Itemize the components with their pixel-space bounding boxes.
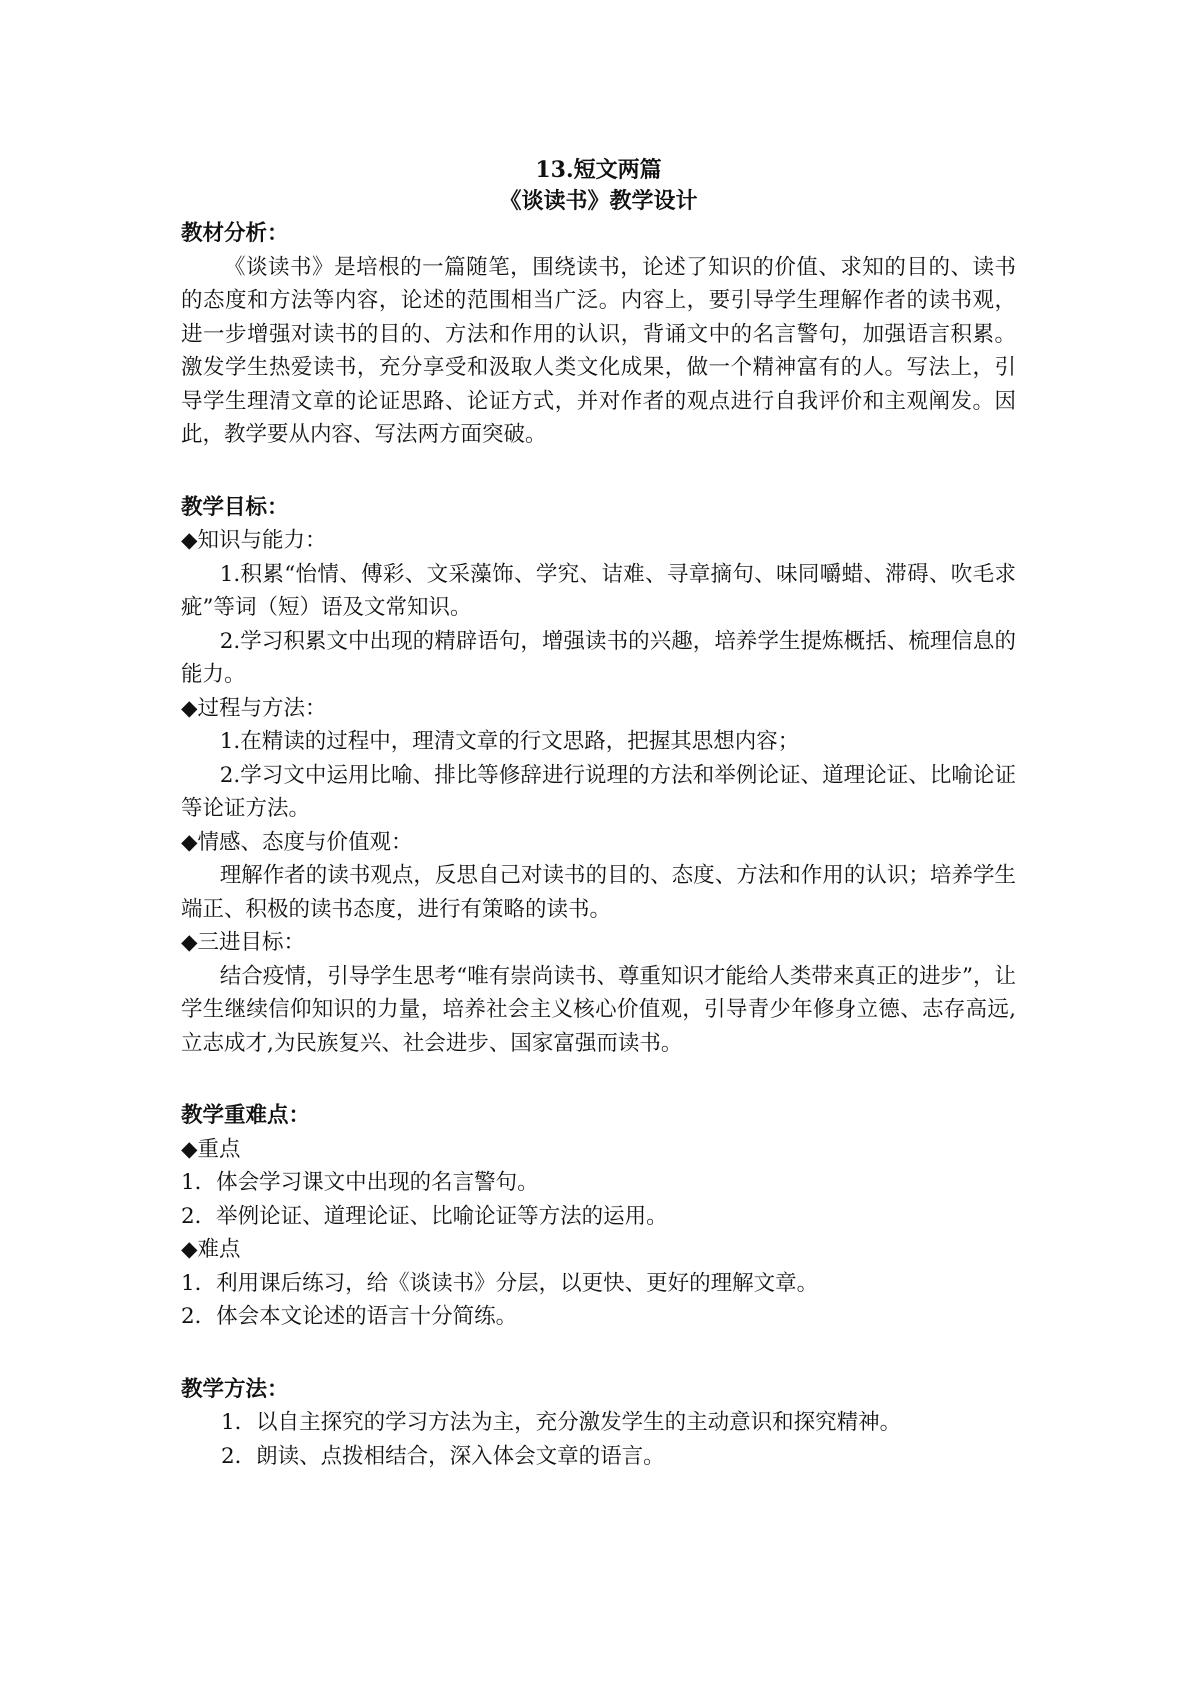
spacer: [181, 1060, 1016, 1093]
objective-values-item-1: 理解作者的读书观点，反思自己对读书的目的、态度、方法和作用的认识；培养学生端正、积极的读书态度，进行有策略的读书。: [181, 863, 1016, 922]
method-item-1: 1．以自主探究的学习方法为主，充分激发学生的主动意识和探究精神。: [221, 1410, 902, 1435]
methods-heading: 教学方法：: [181, 1376, 289, 1402]
spacer: [181, 1334, 1016, 1367]
objective-group-title-sanjin: ◆三进目标：: [181, 930, 306, 955]
difficulty-title: ◆难点: [181, 1237, 241, 1262]
focus-item-1: 1．体会学习课文中出现的名言警句。: [181, 1170, 539, 1195]
document-title-line1: 13.短文两篇: [535, 157, 662, 183]
key-points-heading: 教学重难点：: [181, 1103, 311, 1128]
difficulty-item-1: 1．利用课后练习，给《谈读书》分层，以更快、更好的理解文章。: [181, 1270, 819, 1296]
objectives-heading: 教学目标：: [181, 494, 289, 520]
objective-process-item-1: 1.在精读的过程中，理清文章的行文思路，把握其思想内容；: [219, 729, 800, 754]
objective-group-title-values: ◆情感、态度与价值观：: [181, 829, 413, 855]
difficulty-item-2: 2．体会本文论述的语言十分简练。: [181, 1304, 518, 1329]
objective-group-title-knowledge: ◆知识与能力：: [181, 528, 327, 553]
spacer: [181, 452, 1016, 485]
document-title-line2: 《谈读书》教学设计: [499, 188, 698, 214]
analysis-heading: 教材分析：: [181, 221, 289, 246]
document-body: [181, 155, 1016, 1473]
method-item-2: 2．朗读、点拨相结合，深入体会文章的语言。: [221, 1443, 665, 1469]
objective-process-item-2: 2.学习文中运用比喻、排比等修辞进行说理的方法和举例论证、道理论证、比喻论证等论证方法。: [181, 762, 1016, 821]
focus-item-2: 2．举例论证、道理论证、比喻论证等方法的运用。: [181, 1203, 668, 1229]
objective-knowledge-item-2: 2.学习积累文中出现的精辟语句，增强读书的兴趣，培养学生提炼概括、梳理信息的能力。: [181, 628, 1016, 687]
objective-sanjin-item-1: 结合疫情，引导学生思考“唯有崇尚读书、尊重知识才能给人类带来真正的进步”，让学生继续信仰知识的力量，培养社会主义核心价值观，引导青少年修身立德、志存高远,立志成才,为民族复兴、社会进步、国家富强而读书。: [181, 963, 1016, 1056]
objective-group-title-process: ◆过程与方法：: [181, 695, 327, 721]
objective-knowledge-item-1: 1.积累“怡情、傅彩、文采藻饰、学究、诘难、寻章摘句、味同嚼蜡、滞碍、吹毛求疵”等词（短）语及文常知识。: [181, 561, 1016, 620]
focus-title: ◆重点: [181, 1136, 241, 1162]
analysis-paragraph: 《谈读书》是培根的一篇随笔，围绕读书，论述了知识的价值、求知的目的、读书的态度和方法等内容，论述的范围相当广泛。内容上，要引导学生理解作者的读书观，进一步增强对读书的目的、方法和作用的认识，背诵文中的名言警句，加强语言积累。激发学生热爱读书，充分享受和汲取人类文化成果，做一个精神富有的人。写法上，引导学生理清文章的论证思路、论证方式，并对作者的观点进行自我评价和主观阐发。因此，教学要从内容、写法两方面突破。: [181, 254, 1016, 447]
